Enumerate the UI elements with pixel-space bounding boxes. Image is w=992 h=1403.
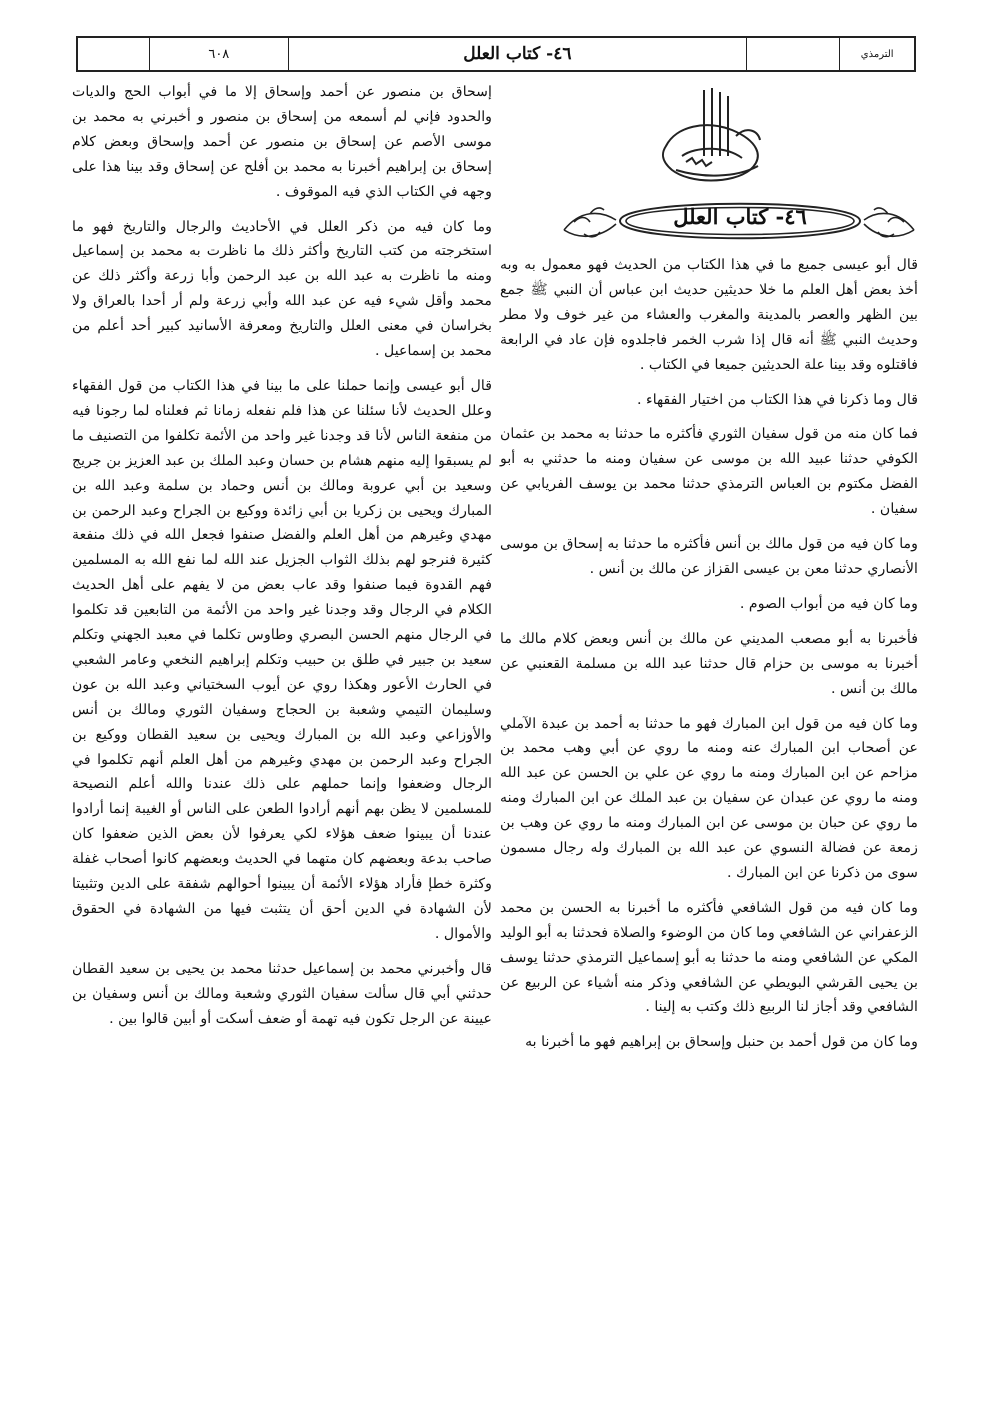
paragraph: قال وما ذكرنا في هذا الكتاب من اختيار الفقهاء . [637, 391, 918, 408]
paragraph: قال أبو عيسى وإنما حملنا على ما بينا في هذا الكتاب من قول الفقهاء وعلل الحديث لأنا سئلنا عن هذا فلم نفعله زمانا ثم فعلناه لما رجونا فيه من منفعة الناس لأنا قد وجدنا غير واحد من الأئمة تكلفوا من التصنيف ما لم يسبقوا إليه منهم هشام بن حسان وعبد الملك بن عبد العزيز بن جريج وسعيد بن أبي عروبة ومالك بن أنس وحماد بن سلمة وعبد الله بن المبارك ويحيى بن زكريا بن أبي زائدة ووكيع بن الجراح وعبد الرحمن بن مهدي وغيرهم من أهل العلم والفضل صنفوا فجعل الله في ذلك منفعة كثيرة فنرجو لهم بذلك الثواب الجزيل عند الله لما نفع الله به المسلمين فهم القدوة فيما صنفوا وقد عاب بعض من لا يفهم على أهل الحديث الكلام في الرجال وقد وجدنا غير واحد من الأئمة من التابعين قد تكلموا في الرجال منهم الحسن البصري وطاوس تكلما في معبد الجهني وتكلم سعيد بن جبير في طلق بن حبيب وتكلم إبراهيم النخعي وعامر الشعبي في الحارث الأعور وهكذا روي عن أيوب السختياني وعبد الله بن عون وسليمان التيمي وشعبة بن الحجاج وسفيان الثوري ومالك بن أنس والأوزاعي وعبد الله بن المبارك ويحيى بن سعيد القطان ووكيع بن الجراح وعبد الرحمن بن مهدي وغيرهم من أهل العلم أنهم تكلموا في الرجال وضعفوا وإنما حملهم على ذلك عندنا والله أعلم النصيحة للمسلمين لا يظن بهم أنهم أرادوا الطعن على الناس أو الغيبة إنما أرادوا عندنا أن يبينوا ضعف هؤلاء لكي يعرفوا لأن بعض الذين ضعفوا كان صاحب بدعة وبعضهم كان متهما في الحديث وبعضهم كانوا أصحاب غفلة وكثرة خطإ فأراد هؤلاء الأئمة أن يبينوا أحوالهم شفقة على الدين وتثبيتا لأن الشهادة في الدين أحق أن يتثبت فيها من الشهادة في الحقوق والأموال . [72, 377, 493, 942]
page-number: ٦٠٨ [150, 38, 289, 70]
paragraph: وما كان فيه من قول ابن المبارك فهو ما حدثنا به أحمد بن عبدة الآملي عن أصحاب ابن المبارك عنه ومنه ما روي عن أبي وهب محمد بن مزاحم عن ابن المبارك ومنه ما روي عن علي بن الحسن عن عبد الله ومنه ما روي عن عبدان عن سفيان بن عبد الملك عن ابن المبارك ومنه ما روي عن حبان بن موسى عن ابن المبارك ومنه ما روي عن وهب بن زمعة عن فضالة النسوي عن عبد الله بن المبارك وله رجال مسمون سوى من ذكرنا عن ابن المبارك . [500, 715, 918, 881]
basmala-calligraphy-icon [646, 86, 786, 190]
paragraph: إسحاق بن منصور عن أحمد وإسحاق إلا ما في أبواب الحج والديات والحدود فإني لم أسمعه من إسحاق بن منصور و أخبرني به محمد بن موسى الأصم عن إسحاق بن منصور عن أحمد وإسحاق وبعض كلام إسحاق بن إبراهيم أخبرنا به محمد بن أفلح عن إسحاق وقد بينا هذا على وجهه في الكتاب الذي فيه الموقوف . [72, 84, 492, 200]
paragraph: وما كان فيه من قول الشافعي فأكثره ما أخبرنا به الحسن بن محمد الزعفراني عن الشافعي وما كان من الوضوء والصلاة فحدثنا به أبو الوليد المكي عن الشافعي ومنه ما حدثنا به أبو إسماعيل الترمذي حدثنا يوسف بن يحيى القرشي البويطي عن الشافعي وذكر منه أشياء عن الربيع عن الشافعي وقد أجاز لنا الربيع ذلك وكتب به إلينا . [500, 899, 918, 1016]
paragraph: وما كان من قول أحمد بن حنبل وإسحاق بن إبراهيم فهو ما أخبرنا به [525, 1034, 918, 1051]
running-chapter-title: ٤٦- كتاب العلل [289, 38, 747, 70]
paragraph: وما كان فيه من أبواب الصوم . [739, 595, 918, 612]
header-empty-cell [747, 38, 841, 70]
paragraph: قال أبو عيسى جميع ما في هذا الكتاب من الحديث فهو معمول به وبه أخذ بعض أهل العلم ما خلا حديثين حديث ابن عباس أن النبي ﷺ جمع بين الظهر والعصر بالمدينة والمغرب والعشاء من غير خوف ولا مطر وحديث النبي ﷺ أنه قال إذا شرب الخمر فاجلدوه فإن عاد في الرابعة فاقتلوه وقد بينا علة الحديثين جميعا في الكتاب . [500, 257, 918, 373]
paragraph: فأخبرنا به أبو مصعب المديني عن مالك بن أنس وبعض كلام مالك ما أخبرنا به موسى بن حزام قال حدثنا عبد الله بن مسلمة القعنبي عن مالك بن أنس . [500, 630, 918, 697]
paragraph: قال وأخبرني محمد بن إسماعيل حدثنا محمد بن يحيى بن سعيد القطان حدثني أبي قال سألت سفيان الثوري وشعبة ومالك بن أنس وسفيان بن عيينة عن الرجل تكون فيه تهمة أو ضعف أسكت أو أبين قالوا بين . [72, 960, 492, 1027]
right-text-column [500, 253, 918, 1065]
left-text-column [72, 80, 492, 1042]
chapter-title: ٤٦- كتاب العلل [673, 204, 807, 229]
paragraph: وما كان فيه من قول مالك بن أنس فأكثره ما حدثنا به إسحاق بن موسى الأنصاري حدثنا معن بن عيسى القزاز عن مالك بن أنس . [500, 536, 918, 577]
header-empty-cell [78, 38, 150, 70]
paragraph: وما كان فيه من ذكر العلل في الأحاديث والرجال والتاريخ فهو ما استخرجته من كتب التاريخ وأكثر ذلك ما ناظرت به محمد بن إسماعيل ومنه ما ناظرت به عبد الله بن عبد الرحمن وأبا زرعة وأكثر ذلك عن محمد وأقل شيء فيه عن عبد الله وأبي زرعة ولم أر أحدا بالعراق ولا بخراسان في معنى العلل والتاريخ ومعرفة الأسانيد كبير أحد أعلم من محمد بن إسماعيل . [72, 218, 492, 360]
book-name: الترمذي [860, 48, 894, 60]
page-header [76, 36, 916, 72]
paragraph: فما كان منه من قول سفيان الثوري فأكثره ما حدثنا به محمد بن عثمان الكوفي حدثنا عبيد الله بن موسى عن سفيان ومنه ما حدثني به أبو الفضل مكتوم بن العباس الترمذي حدثنا محمد بن يوسف الفريابي عن سفيان . [500, 426, 918, 518]
